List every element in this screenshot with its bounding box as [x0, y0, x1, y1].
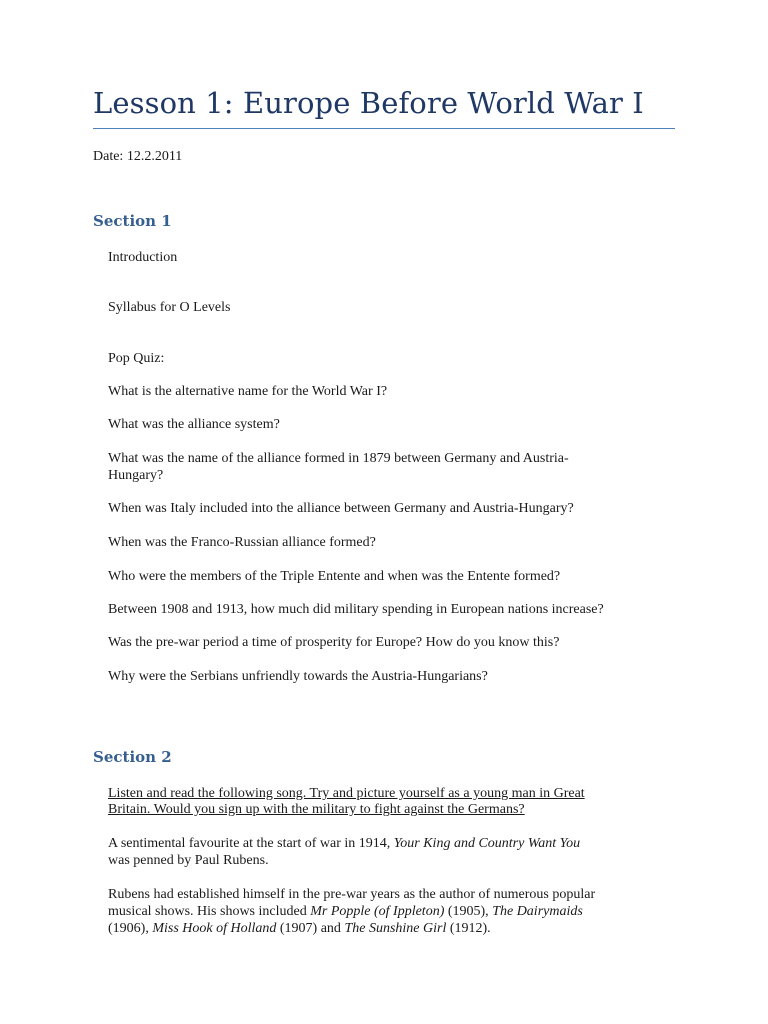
lesson-date: Date: 12.2.2011 — [93, 149, 183, 164]
page-title: Lesson 1: Europe Before World War I — [93, 86, 644, 120]
show-year-1907: (1907) and — [276, 921, 345, 936]
section-1-heading: Section 1 — [93, 212, 172, 230]
show-title-sunshine-girl: The Sunshine Girl — [344, 921, 447, 936]
show-title-mr-popple: Mr Popple (of Ippleton) — [310, 904, 445, 919]
section-2-instruction-line-1: Listen and read the following song. Try and picture yourself as a young man in Great — [108, 786, 585, 801]
title-underline-rule — [93, 128, 675, 129]
rubens-text: musical shows. His shows included — [108, 904, 311, 919]
show-year-1906: (1906), — [108, 921, 153, 936]
quiz-question-6: Who were the members of the Triple Entente and when was the Entente formed? — [108, 569, 561, 584]
show-year-1905: (1905), — [444, 904, 493, 919]
section-2-heading: Section 2 — [93, 748, 172, 766]
quiz-question-5: When was the Franco-Russian alliance formed? — [108, 535, 376, 550]
quiz-question-3-line-2: Hungary? — [108, 468, 164, 483]
section-2-instruction-line-2: Britain. Would you sign up with the military to fight against the Germans? — [108, 802, 525, 817]
quiz-question-7: Between 1908 and 1913, how much did military spending in European nations increase? — [108, 602, 604, 617]
song-paragraph-line-1 — [108, 835, 580, 852]
quiz-question-4: When was Italy included into the alliance between Germany and Austria-Hungary? — [108, 501, 574, 516]
rubens-paragraph-line-3 — [108, 920, 491, 937]
section-1-introduction: Introduction — [108, 250, 178, 265]
show-year-1912: (1912). — [446, 921, 491, 936]
section-1-pop-quiz-label: Pop Quiz: — [108, 351, 165, 366]
song-paragraph-line-2: was penned by Paul Rubens. — [108, 853, 269, 868]
quiz-question-2: What was the alliance system? — [108, 417, 280, 432]
show-title-miss-hook: Miss Hook of Holland — [152, 921, 277, 936]
quiz-question-3-line-1: What was the name of the alliance formed in 1879 between Germany and Austria- — [108, 451, 569, 466]
rubens-paragraph-line-2 — [108, 903, 583, 920]
song-title: Your King and Country Want You — [393, 836, 581, 851]
section-1-syllabus: Syllabus for O Levels — [108, 300, 231, 315]
rubens-paragraph-line-1: Rubens had established himself in the pre-war years as the author of numerous popular — [108, 887, 596, 902]
quiz-question-1: What is the alternative name for the World War I? — [108, 384, 388, 399]
show-title-dairymaids: The Dairymaids — [492, 904, 583, 919]
quiz-question-9: Why were the Serbians unfriendly towards the Austria-Hungarians? — [108, 669, 488, 684]
song-paragraph-text: A sentimental favourite at the start of war in 1914, — [108, 836, 394, 851]
quiz-question-8: Was the pre-war period a time of prosperity for Europe? How do you know this? — [108, 635, 560, 650]
